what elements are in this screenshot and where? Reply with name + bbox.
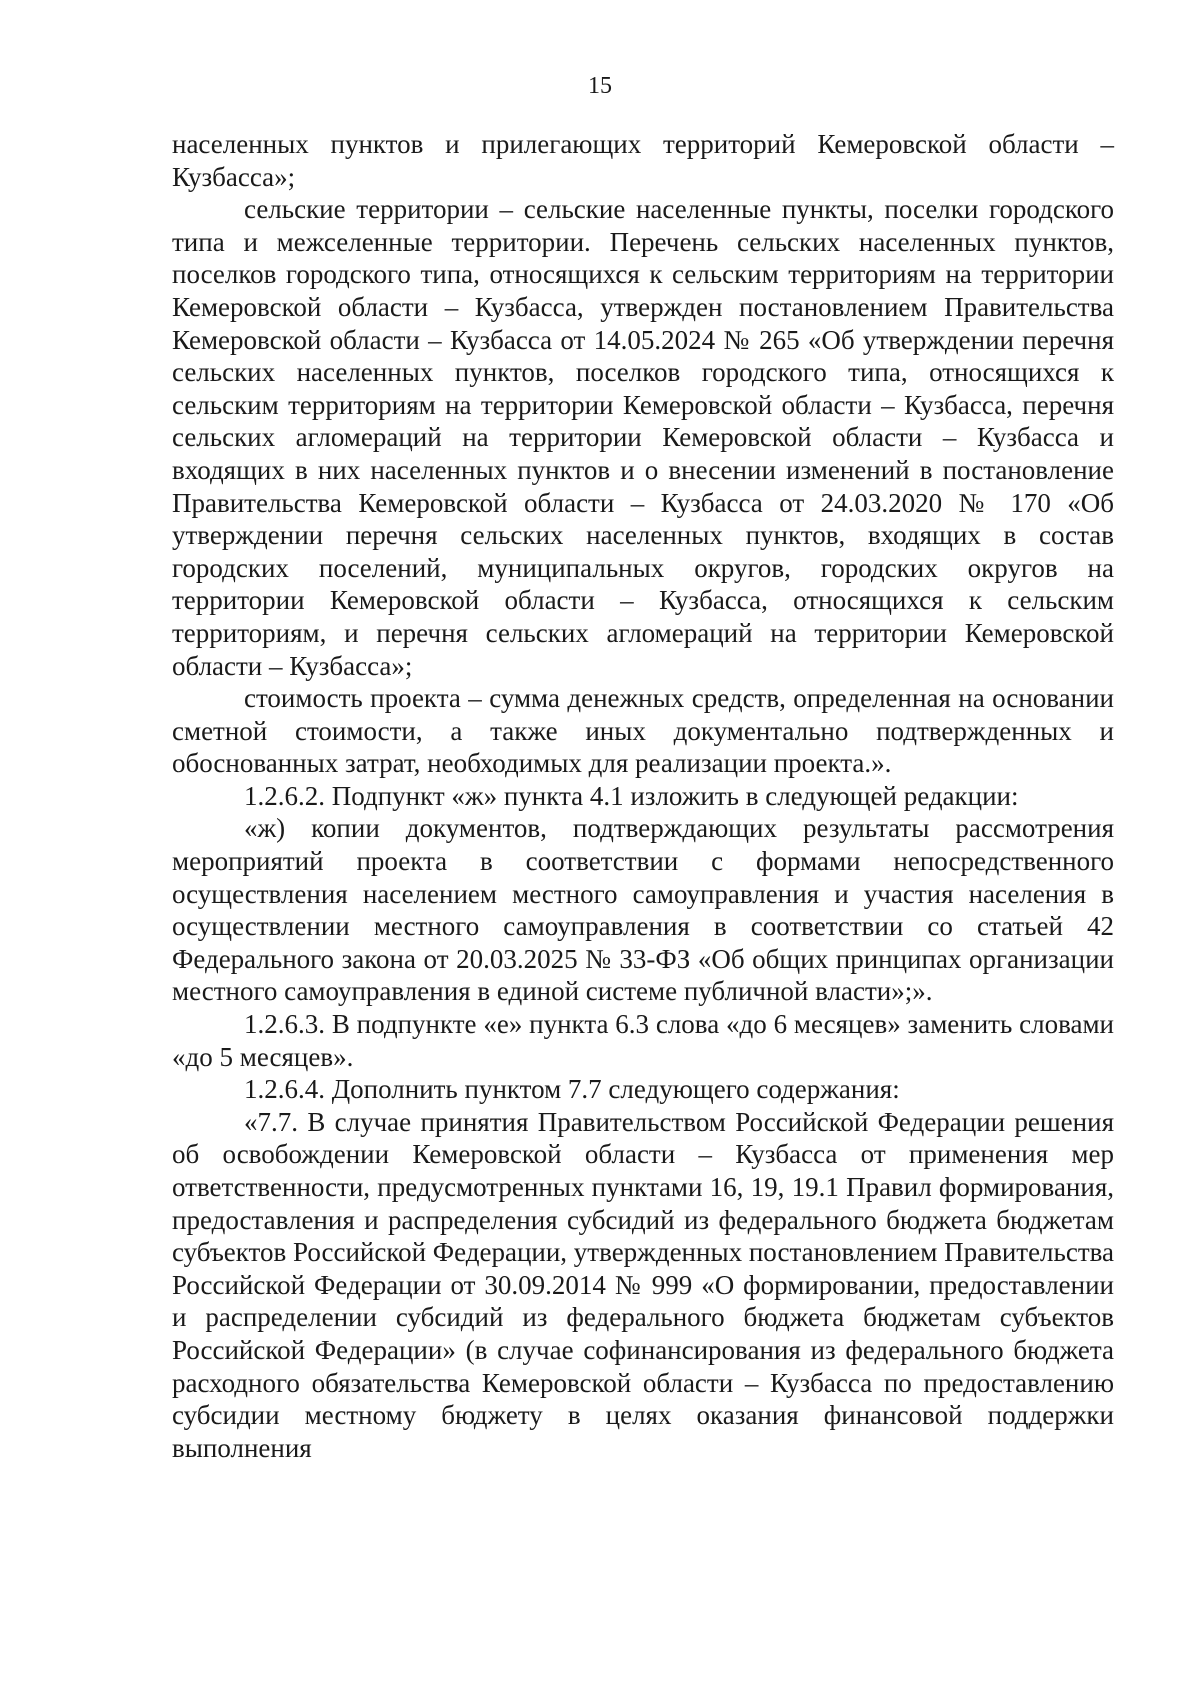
paragraph-subitem-zh: «ж) копии документов, подтверждающих результаты рассмотрения мероприятий проекта в соответствии с формами непосредственного осуществления населением местного самоуправления и участия населения в осуществлении местного самоуправления в соответствии со статьей 42 Федерального закона от 20.03.2025 № 33-ФЗ «Об общих принципах организации местного самоуправления в единой системе публичной власти»;».: [172, 813, 1114, 1007]
paragraph-project-cost-definition: стоимость проекта – сумма денежных средств, определенная на основании сметной стоимости, а также иных документально подтвержденных и обоснованных затрат, необходимых для реализации проекта.».: [172, 683, 1114, 779]
document-body: [172, 128, 1114, 1464]
paragraph-item-1-2-6-4: 1.2.6.4. Дополнить пунктом 7.7 следующего содержания:: [244, 1074, 900, 1105]
paragraph-item-7-7: «7.7. В случае принятия Правительством Российской Федерации решения об освобождении Кемеровской области – Кузбасса от применения мер ответственности, предусмотренных пунктами 16, 19, 19.1 Правил формирования, предоставления и распределения субсидий из федерального бюджета бюджетам субъектов Российской Федерации, утвержденных постановлением Правительства Российской Федерации от 30.09.2014 № 999 «О формировании, предоставлении и распределении субсидий из федерального бюджета бюджетам субъектов Российской Федерации» (в случае софинансирования из федерального бюджета расходного обязательства Кемеровской области – Кузбасса по предоставлению субсидии местному бюджету в целях оказания финансовой поддержки выполнения: [172, 1106, 1114, 1463]
paragraph-rural-territories-definition: сельские территории – сельские населенные пункты, поселки городского типа и межселенные территории. Перечень сельских населенных пунктов, поселков городского типа, относящихся к сельским территориям на территории Кемеровской области – Кузбасса, утвержден постановлением Правительства Кемеровской области – Кузбасса от 14.05.2024 № 265 «Об утверждении перечня сельских населенных пунктов, поселков городского типа, относящихся к сельским территориям на территории Кемеровской области – Кузбасса, перечня сельских агломераций на территории Кемеровской области – Кузбасса и входящих в них населенных пунктов и о внесении изменений в постановление Правительства Кемеровской области – Кузбасса от 24.03.2020 № 170 «Об утверждении перечня сельских населенных пунктов, входящих в состав городских поселений, муниципальных округов, городских округов на территории Кемеровской области – Кузбасса, относящихся к сельским территориям, и перечня сельских агломераций на территории Кемеровской области – Кузбасса»;: [172, 194, 1114, 681]
page-number: 15: [588, 73, 612, 99]
paragraph-item-1-2-6-3: 1.2.6.3. В подпункте «е» пункта 6.3 слова «до 6 месяцев» заменить словами «до 5 месяцев».: [172, 1009, 1114, 1072]
paragraph-item-1-2-6-2: 1.2.6.2. Подпункт «ж» пункта 4.1 изложить в следующей редакции:: [244, 780, 1019, 811]
paragraph-continuation: населенных пунктов и прилегающих территорий Кемеровской области – Кузбасса»;: [172, 129, 1114, 192]
